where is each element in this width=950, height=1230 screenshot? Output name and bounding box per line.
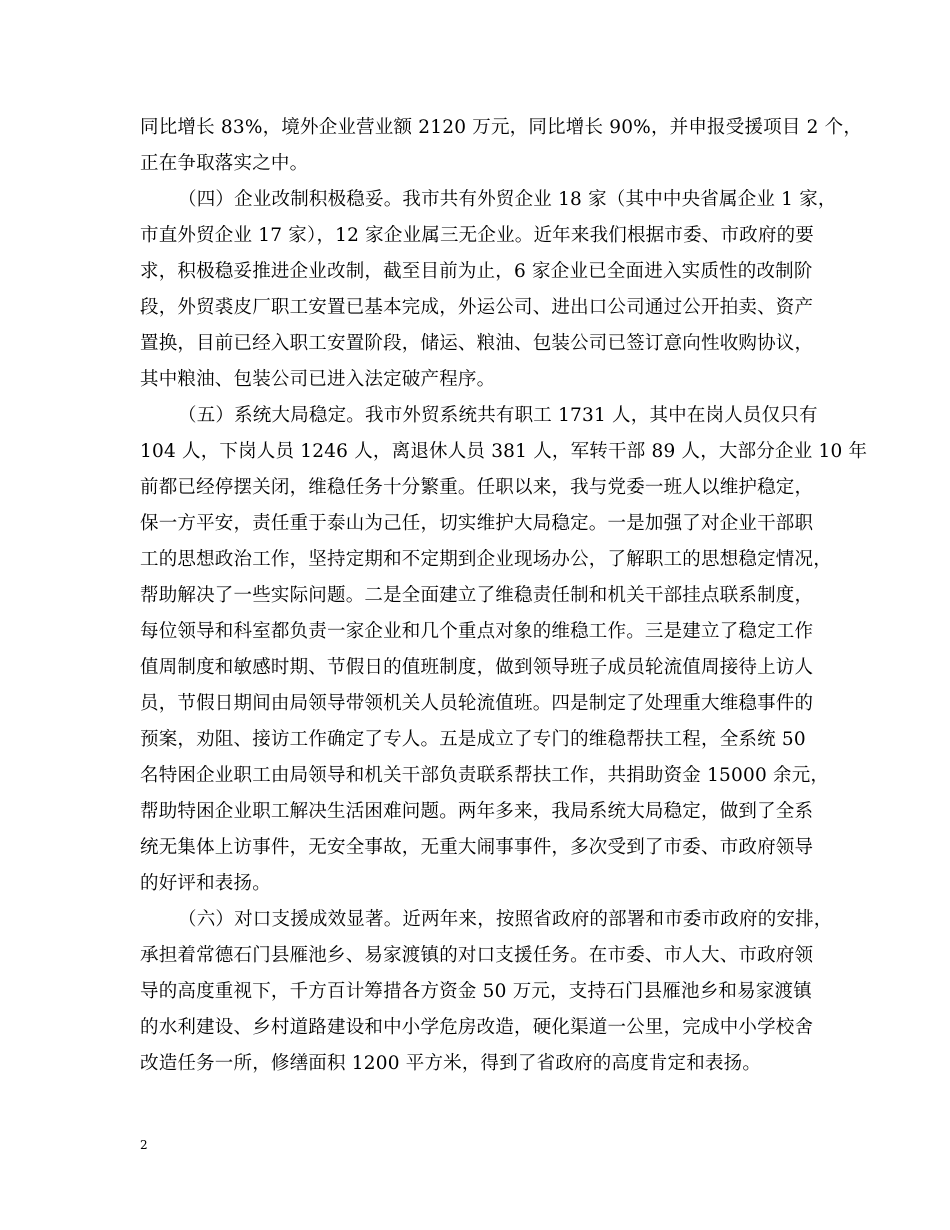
text-line: 名特困企业职工由局领导和机关干部负责联系帮扶工作，共捐助资金 15000 余元， [140, 765, 830, 786]
text-line: 预案，劝阻、接访工作确定了专人。五是成立了专门的维稳帮扶工程，全系统 50 [140, 729, 806, 750]
text-line: 置换，目前已经入职工安置阶段，储运、粮油、包装公司已签订意向性收购协议， [140, 333, 814, 354]
text-line: 的水利建设、乡村道路建设和中小学危房改造，硬化渠道一公里，完成中小学校舍 [140, 1017, 814, 1038]
text-line: 的好评和表扬。 [140, 873, 271, 894]
text-line: 求，积极稳妥推进企业改制，截至目前为止，6 家企业已全面进入实质性的改制阶 [140, 261, 813, 282]
text-line: 同比增长 83%，境外企业营业额 2120 万元，同比增长 90%，并申报受援项目 2 个， [140, 117, 863, 138]
text-line: 正在争取落实之中。 [140, 153, 309, 174]
paragraph-start-line: （五）系统大局稳定。我市外贸系统共有职工 1731 人，其中在岗人员仅只有 [178, 405, 818, 426]
text-line: 段，外贸裘皮厂职工安置已基本完成，外运公司、进出口公司通过公开拍卖、资产 [140, 297, 814, 318]
text-line: 104 人，下岗人员 1246 人，离退休人员 381 人，军转干部 89 人，大部分企业 10 年 [140, 441, 868, 462]
text-line: 导的高度重视下，千方百计筹措各方资金 50 万元，支持石门县雁池乡和易家渡镇 [140, 981, 812, 1002]
paragraph-start-line: （六）对口支援成效显著。近两年来，按照省政府的部署和市委市政府的安排， [178, 909, 833, 930]
text-line: 其中粮油、包装公司已进入法定破产程序。 [140, 369, 496, 390]
text-line: 改造任务一所，修缮面积 1200 平方米，得到了省政府的高度肯定和表扬。 [140, 1053, 762, 1074]
text-line: 帮助特困企业职工解决生活困难问题。两年多来，我局系统大局稳定，做到了全系 [140, 801, 814, 822]
text-line: 值周制度和敏感时期、节假日的值班制度，做到领导班子成员轮流值周接待上访人 [140, 657, 814, 678]
text-line: 前都已经停摆关闭，维稳任务十分繁重。任职以来，我与党委一班人以维护稳定， [140, 477, 814, 498]
text-line: 承担着常德石门县雁池乡、易家渡镇的对口支援任务。在市委、市人大、市政府领 [140, 945, 814, 966]
text-line: 每位领导和科室都负责一家企业和几个重点对象的维稳工作。三是建立了稳定工作 [140, 621, 814, 642]
paragraph-start-line: （四）企业改制积极稳妥。我市共有外贸企业 18 家（其中中央省属企业 1 家， [178, 189, 837, 210]
text-line: 统无集体上访事件，无安全事故，无重大闹事事件，多次受到了市委、市政府领导 [140, 837, 814, 858]
text-line: 员，节假日期间由局领导带领机关人员轮流值班。四是制定了处理重大维稳事件的 [140, 693, 814, 714]
text-line: 市直外贸企业 17 家），12 家企业属三无企业。近年来我们根据市委、市政府的要 [140, 225, 814, 246]
text-line: 保一方平安，责任重于泰山为己任，切实维护大局稳定。一是加强了对企业干部职 [140, 513, 814, 534]
page-number: 2 [140, 1138, 148, 1152]
text-line: 帮助解决了一些实际问题。二是全面建立了维稳责任制和机关干部挂点联系制度， [140, 585, 814, 606]
text-line: 工的思想政治工作，坚持定期和不定期到企业现场办公，了解职工的思想稳定情况， [140, 549, 832, 570]
